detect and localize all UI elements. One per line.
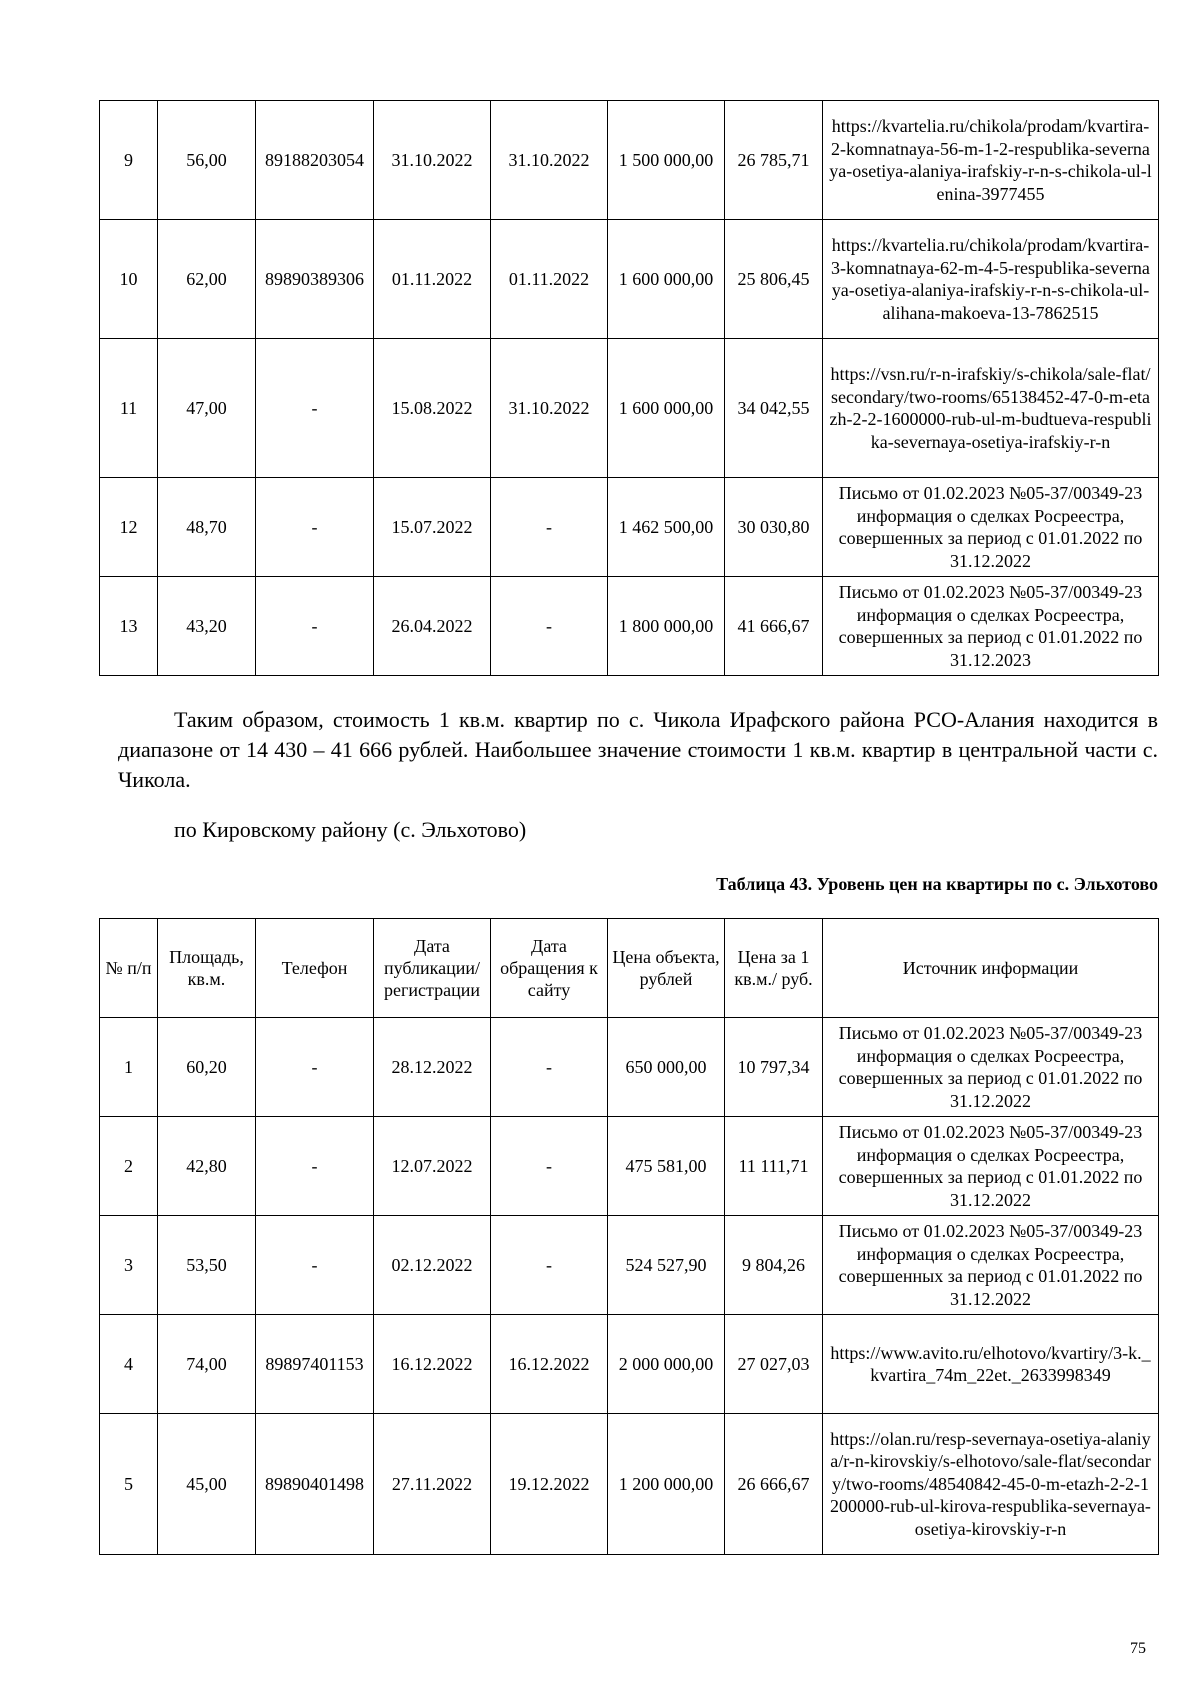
area-cell: 62,00: [158, 220, 256, 339]
table-row: [100, 1414, 1159, 1555]
table-row: [100, 577, 1159, 676]
visit-date-cell: 31.10.2022: [491, 101, 608, 220]
source-text: Письмо от 01.02.2023 №05-37/00349-23 информация о сделках Росреестра, совершенных за период с 01.01.2022 по 31.12.2023: [823, 577, 1159, 676]
header-visit-date: Дата обращения к сайту: [491, 919, 608, 1018]
area-cell: 47,00: [158, 339, 256, 478]
row-number: 2: [100, 1117, 158, 1216]
phone-cell: 89897401153: [256, 1315, 374, 1414]
chikola-price-table-continued: [99, 100, 1159, 676]
price-per-m2-cell: 10 797,34: [725, 1018, 823, 1117]
visit-date-cell: -: [491, 478, 608, 577]
phone-cell: 89188203054: [256, 101, 374, 220]
price-per-m2-cell: 30 030,80: [725, 478, 823, 577]
price-cell: 1 600 000,00: [608, 339, 725, 478]
table-row: [100, 1216, 1159, 1315]
phone-cell: -: [256, 577, 374, 676]
visit-date-cell: -: [491, 1018, 608, 1117]
summary-paragraph: Таким образом, стоимость 1 кв.м. квартир по с. Чикола Ирафского района РСО-Алания находится в диапазоне от 14 430 – 41 666 рублей. Наибольшее значение стоимости 1 кв.м. квартир в центральной части с. Чикола.: [118, 707, 1158, 792]
area-cell: 42,80: [158, 1117, 256, 1216]
row-number: 4: [100, 1315, 158, 1414]
visit-date-cell: -: [491, 1216, 608, 1315]
region-heading: по Кировскому району (с. Эльхотово): [174, 817, 527, 842]
table-row: [100, 1018, 1159, 1117]
phone-cell: -: [256, 1018, 374, 1117]
visit-date-cell: 16.12.2022: [491, 1315, 608, 1414]
row-number: 13: [100, 577, 158, 676]
price-cell: 1 462 500,00: [608, 478, 725, 577]
publication-date-cell: 02.12.2022: [374, 1216, 491, 1315]
source-link[interactable]: https://vsn.ru/r-n-irafskiy/s-chikola/sale-flat/secondary/two-rooms/65138452-47-0-m-etazh-2-2-1600000-rub-ul-m-budtueva-respublika-severnaya-osetiya-irafskiy-r-n: [823, 339, 1159, 478]
phone-cell: 89890401498: [256, 1414, 374, 1555]
price-per-m2-cell: 25 806,45: [725, 220, 823, 339]
price-per-m2-cell: 9 804,26: [725, 1216, 823, 1315]
price-per-m2-cell: 26 785,71: [725, 101, 823, 220]
row-number: 1: [100, 1018, 158, 1117]
price-per-m2-cell: 26 666,67: [725, 1414, 823, 1555]
table-row: [100, 220, 1159, 339]
row-number: 9: [100, 101, 158, 220]
publication-date-cell: 15.07.2022: [374, 478, 491, 577]
visit-date-cell: -: [491, 1117, 608, 1216]
row-number: 5: [100, 1414, 158, 1555]
table-caption: Таблица 43. Уровень цен на квартиры по с. Эльхотово: [716, 874, 1158, 894]
visit-date-cell: 31.10.2022: [491, 339, 608, 478]
table-row: [100, 1315, 1159, 1414]
visit-date-cell: 01.11.2022: [491, 220, 608, 339]
phone-cell: -: [256, 478, 374, 577]
header-price-per-m2: Цена за 1 кв.м./ руб.: [725, 919, 823, 1018]
row-number: 3: [100, 1216, 158, 1315]
page-number: 75: [1130, 1640, 1146, 1657]
table-header-row: [100, 919, 1159, 1018]
publication-date-cell: 28.12.2022: [374, 1018, 491, 1117]
publication-date-cell: 27.11.2022: [374, 1414, 491, 1555]
publication-date-cell: 31.10.2022: [374, 101, 491, 220]
publication-date-cell: 16.12.2022: [374, 1315, 491, 1414]
publication-date-cell: 26.04.2022: [374, 577, 491, 676]
publication-date-cell: 12.07.2022: [374, 1117, 491, 1216]
header-source: Источник информации: [823, 919, 1159, 1018]
source-text: Письмо от 01.02.2023 №05-37/00349-23 информация о сделках Росреестра, совершенных за период с 01.01.2022 по 31.12.2022: [823, 1018, 1159, 1117]
source-link[interactable]: https://kvartelia.ru/chikola/prodam/kvartira-2-komnatnaya-56-m-1-2-respublika-severnaya-osetiya-alaniya-irafskiy-r-n-s-chikola-ul-lenina-3977455: [823, 101, 1159, 220]
source-text: Письмо от 01.02.2023 №05-37/00349-23 информация о сделках Росреестра, совершенных за период с 01.01.2022 по 31.12.2022: [823, 1216, 1159, 1315]
source-text: Письмо от 01.02.2023 №05-37/00349-23 информация о сделках Росреестра, совершенных за период с 01.01.2022 по 31.12.2022: [823, 1117, 1159, 1216]
visit-date-cell: 19.12.2022: [491, 1414, 608, 1555]
phone-cell: 89890389306: [256, 220, 374, 339]
phone-cell: -: [256, 339, 374, 478]
row-number: 11: [100, 339, 158, 478]
area-cell: 53,50: [158, 1216, 256, 1315]
table-row: [100, 101, 1159, 220]
visit-date-cell: -: [491, 577, 608, 676]
price-per-m2-cell: 41 666,67: [725, 577, 823, 676]
publication-date-cell: 15.08.2022: [374, 339, 491, 478]
price-cell: 524 527,90: [608, 1216, 725, 1315]
phone-cell: -: [256, 1216, 374, 1315]
price-per-m2-cell: 11 111,71: [725, 1117, 823, 1216]
phone-cell: -: [256, 1117, 374, 1216]
price-per-m2-cell: 27 027,03: [725, 1315, 823, 1414]
source-link[interactable]: https://olan.ru/resp-severnaya-osetiya-alaniya/r-n-kirovskiy/s-elhotovo/sale-flat/secondary/two-rooms/48540842-45-0-m-etazh-2-2-1200000-rub-ul-kirova-respublika-severnaya-osetiya-kirovskiy-r-n: [823, 1414, 1159, 1555]
price-cell: 1 200 000,00: [608, 1414, 725, 1555]
source-text: Письмо от 01.02.2023 №05-37/00349-23 информация о сделках Росреестра, совершенных за период с 01.01.2022 по 31.12.2022: [823, 478, 1159, 577]
price-cell: 1 500 000,00: [608, 101, 725, 220]
row-number: 10: [100, 220, 158, 339]
row-number: 12: [100, 478, 158, 577]
table-row: [100, 1117, 1159, 1216]
header-price: Цена объекта, рублей: [608, 919, 725, 1018]
price-cell: 1 600 000,00: [608, 220, 725, 339]
header-area: Площадь, кв.м.: [158, 919, 256, 1018]
price-cell: 2 000 000,00: [608, 1315, 725, 1414]
area-cell: 60,20: [158, 1018, 256, 1117]
table-row: [100, 478, 1159, 577]
elkhotovo-price-table: [99, 918, 1159, 1555]
header-number: № п/п: [100, 919, 158, 1018]
area-cell: 45,00: [158, 1414, 256, 1555]
source-link[interactable]: https://kvartelia.ru/chikola/prodam/kvartira-3-komnatnaya-62-m-4-5-respublika-severnaya-osetiya-alaniya-irafskiy-r-n-s-chikola-ul-alihana-makoeva-13-7862515: [823, 220, 1159, 339]
price-cell: 1 800 000,00: [608, 577, 725, 676]
price-cell: 650 000,00: [608, 1018, 725, 1117]
area-cell: 74,00: [158, 1315, 256, 1414]
table-row: [100, 339, 1159, 478]
area-cell: 43,20: [158, 577, 256, 676]
publication-date-cell: 01.11.2022: [374, 220, 491, 339]
header-phone: Телефон: [256, 919, 374, 1018]
area-cell: 56,00: [158, 101, 256, 220]
area-cell: 48,70: [158, 478, 256, 577]
header-publication-date: Дата публикации/ регистрации: [374, 919, 491, 1018]
price-per-m2-cell: 34 042,55: [725, 339, 823, 478]
price-cell: 475 581,00: [608, 1117, 725, 1216]
source-link[interactable]: https://www.avito.ru/elhotovo/kvartiry/3-k._kvartira_74m_22et._2633998349: [823, 1315, 1159, 1414]
